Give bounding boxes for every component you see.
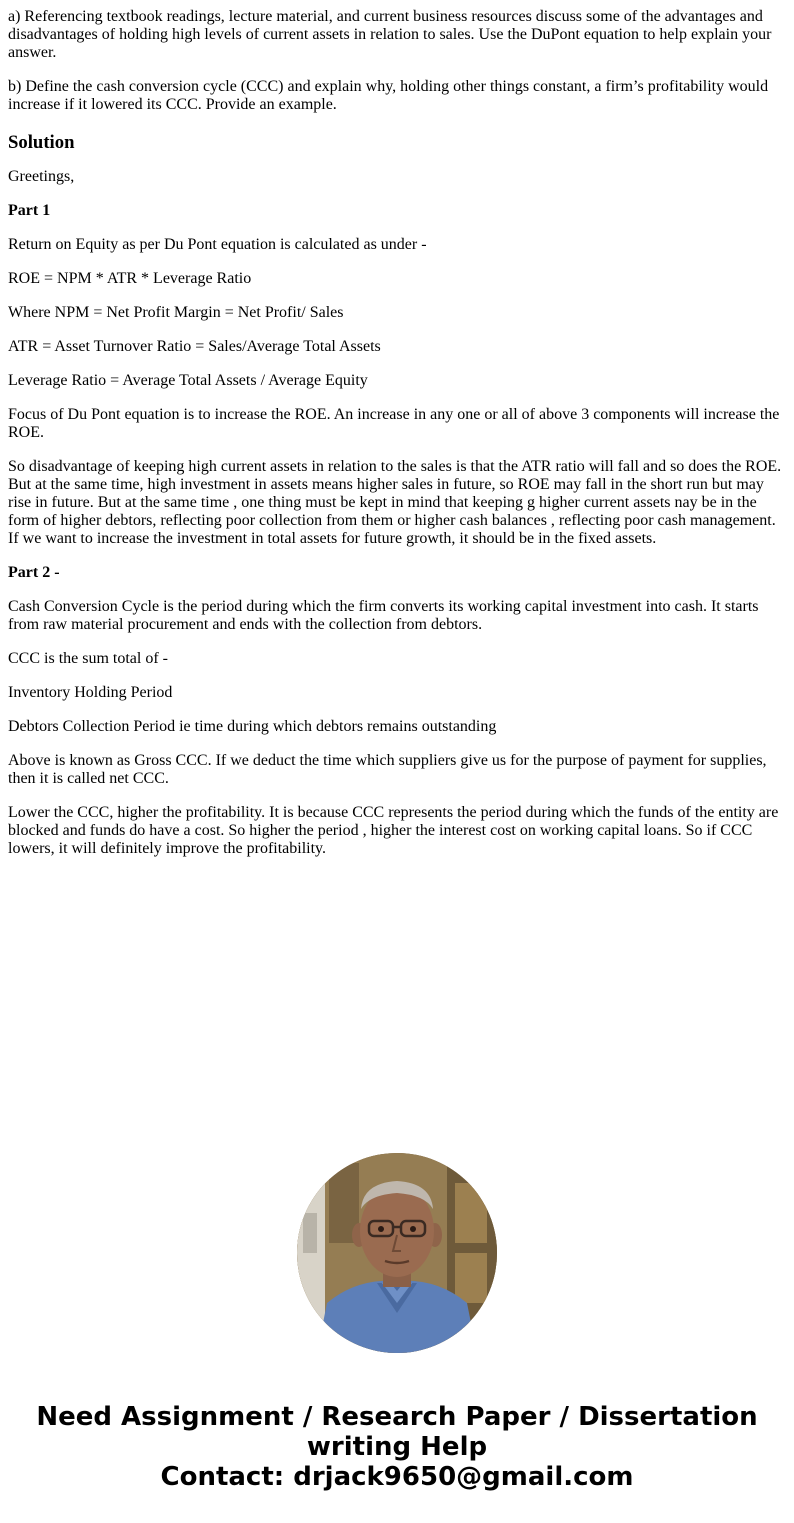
part1-paragraph: So disadvantage of keeping high current assets in relation to the sales is that the ATR ratio will fall and so does the ROE. But at the same time, high investment in assets means higher sales in future, so ROE may fall in the short run but may rise in future. But at the same time , one thing must be kept in mind that keeping g higher current assets nay be in the form of higher debtors, reflecting poor collection from them or higher cash balances , reflecting poor cash management. If we want to increase the investment in total assets for future growth, it should be in the fixed assets.	[8, 458, 782, 547]
part1-paragraph: ATR = Asset Turnover Ratio = Sales/Average Total Assets	[8, 338, 381, 355]
part2-paragraph: Cash Conversion Cycle is the period during which the firm converts its working capital investment into cash. It starts from raw material procurement and ends with the collection from debtors.	[8, 598, 759, 633]
author-photo	[297, 1153, 497, 1353]
portrait-image	[297, 1153, 497, 1353]
banner-line-1: Need Assignment / Research Paper / Dissertation	[36, 1402, 758, 1432]
part1-paragraph: Leverage Ratio = Average Total Assets / Average Equity	[8, 372, 368, 389]
part1-paragraph: Where NPM = Net Profit Margin = Net Profit/ Sales	[8, 304, 344, 321]
part2-paragraph: CCC is the sum total of -	[8, 650, 168, 667]
question-part-b: b) Define the cash conversion cycle (CCC) and explain why, holding other things constant, a firm’s profitability would increase if it lowered its CCC. Provide an example.	[8, 78, 769, 113]
part1-title: Part 1	[8, 202, 51, 219]
part2-paragraph: Debtors Collection Period ie time during which debtors remains outstanding	[8, 718, 497, 735]
part2-paragraph: Lower the CCC, higher the profitability. It is because CCC represents the period during which the funds of the entity are blocked and funds do have a cost. So higher the period , higher the interest cost on working capital loans. So if CCC lowers, it will definitely improve the profitability.	[8, 804, 779, 857]
part1-paragraph: Return on Equity as per Du Pont equation is calculated as under -	[8, 236, 427, 253]
part1-paragraph: Focus of Du Pont equation is to increase the ROE. An increase in any one or all of above 3 components will increase the ROE.	[8, 406, 780, 441]
document-body	[8, 0, 786, 874]
part2-title: Part 2 -	[8, 564, 60, 581]
part1-paragraph: ROE = NPM * ATR * Leverage Ratio	[8, 270, 252, 287]
solution-heading: Solution	[8, 132, 75, 153]
question-part-a: a) Referencing textbook readings, lecture material, and current business resources discuss some of the advantages and disadvantages of holding high levels of current assets in relation to sales. Use the DuPont equation to help explain your answer.	[8, 8, 772, 61]
part2-paragraph: Above is known as Gross CCC. If we deduct the time which suppliers give us for the purpose of payment for supplies, then it is called net CCC.	[8, 752, 767, 787]
greeting: Greetings,	[8, 168, 75, 185]
part2-paragraph: Inventory Holding Period	[8, 684, 173, 701]
contact-banner	[0, 1402, 794, 1492]
banner-contact-line: Contact: drjack9650@gmail.com	[160, 1462, 634, 1492]
banner-line-2: writing Help	[306, 1432, 488, 1462]
